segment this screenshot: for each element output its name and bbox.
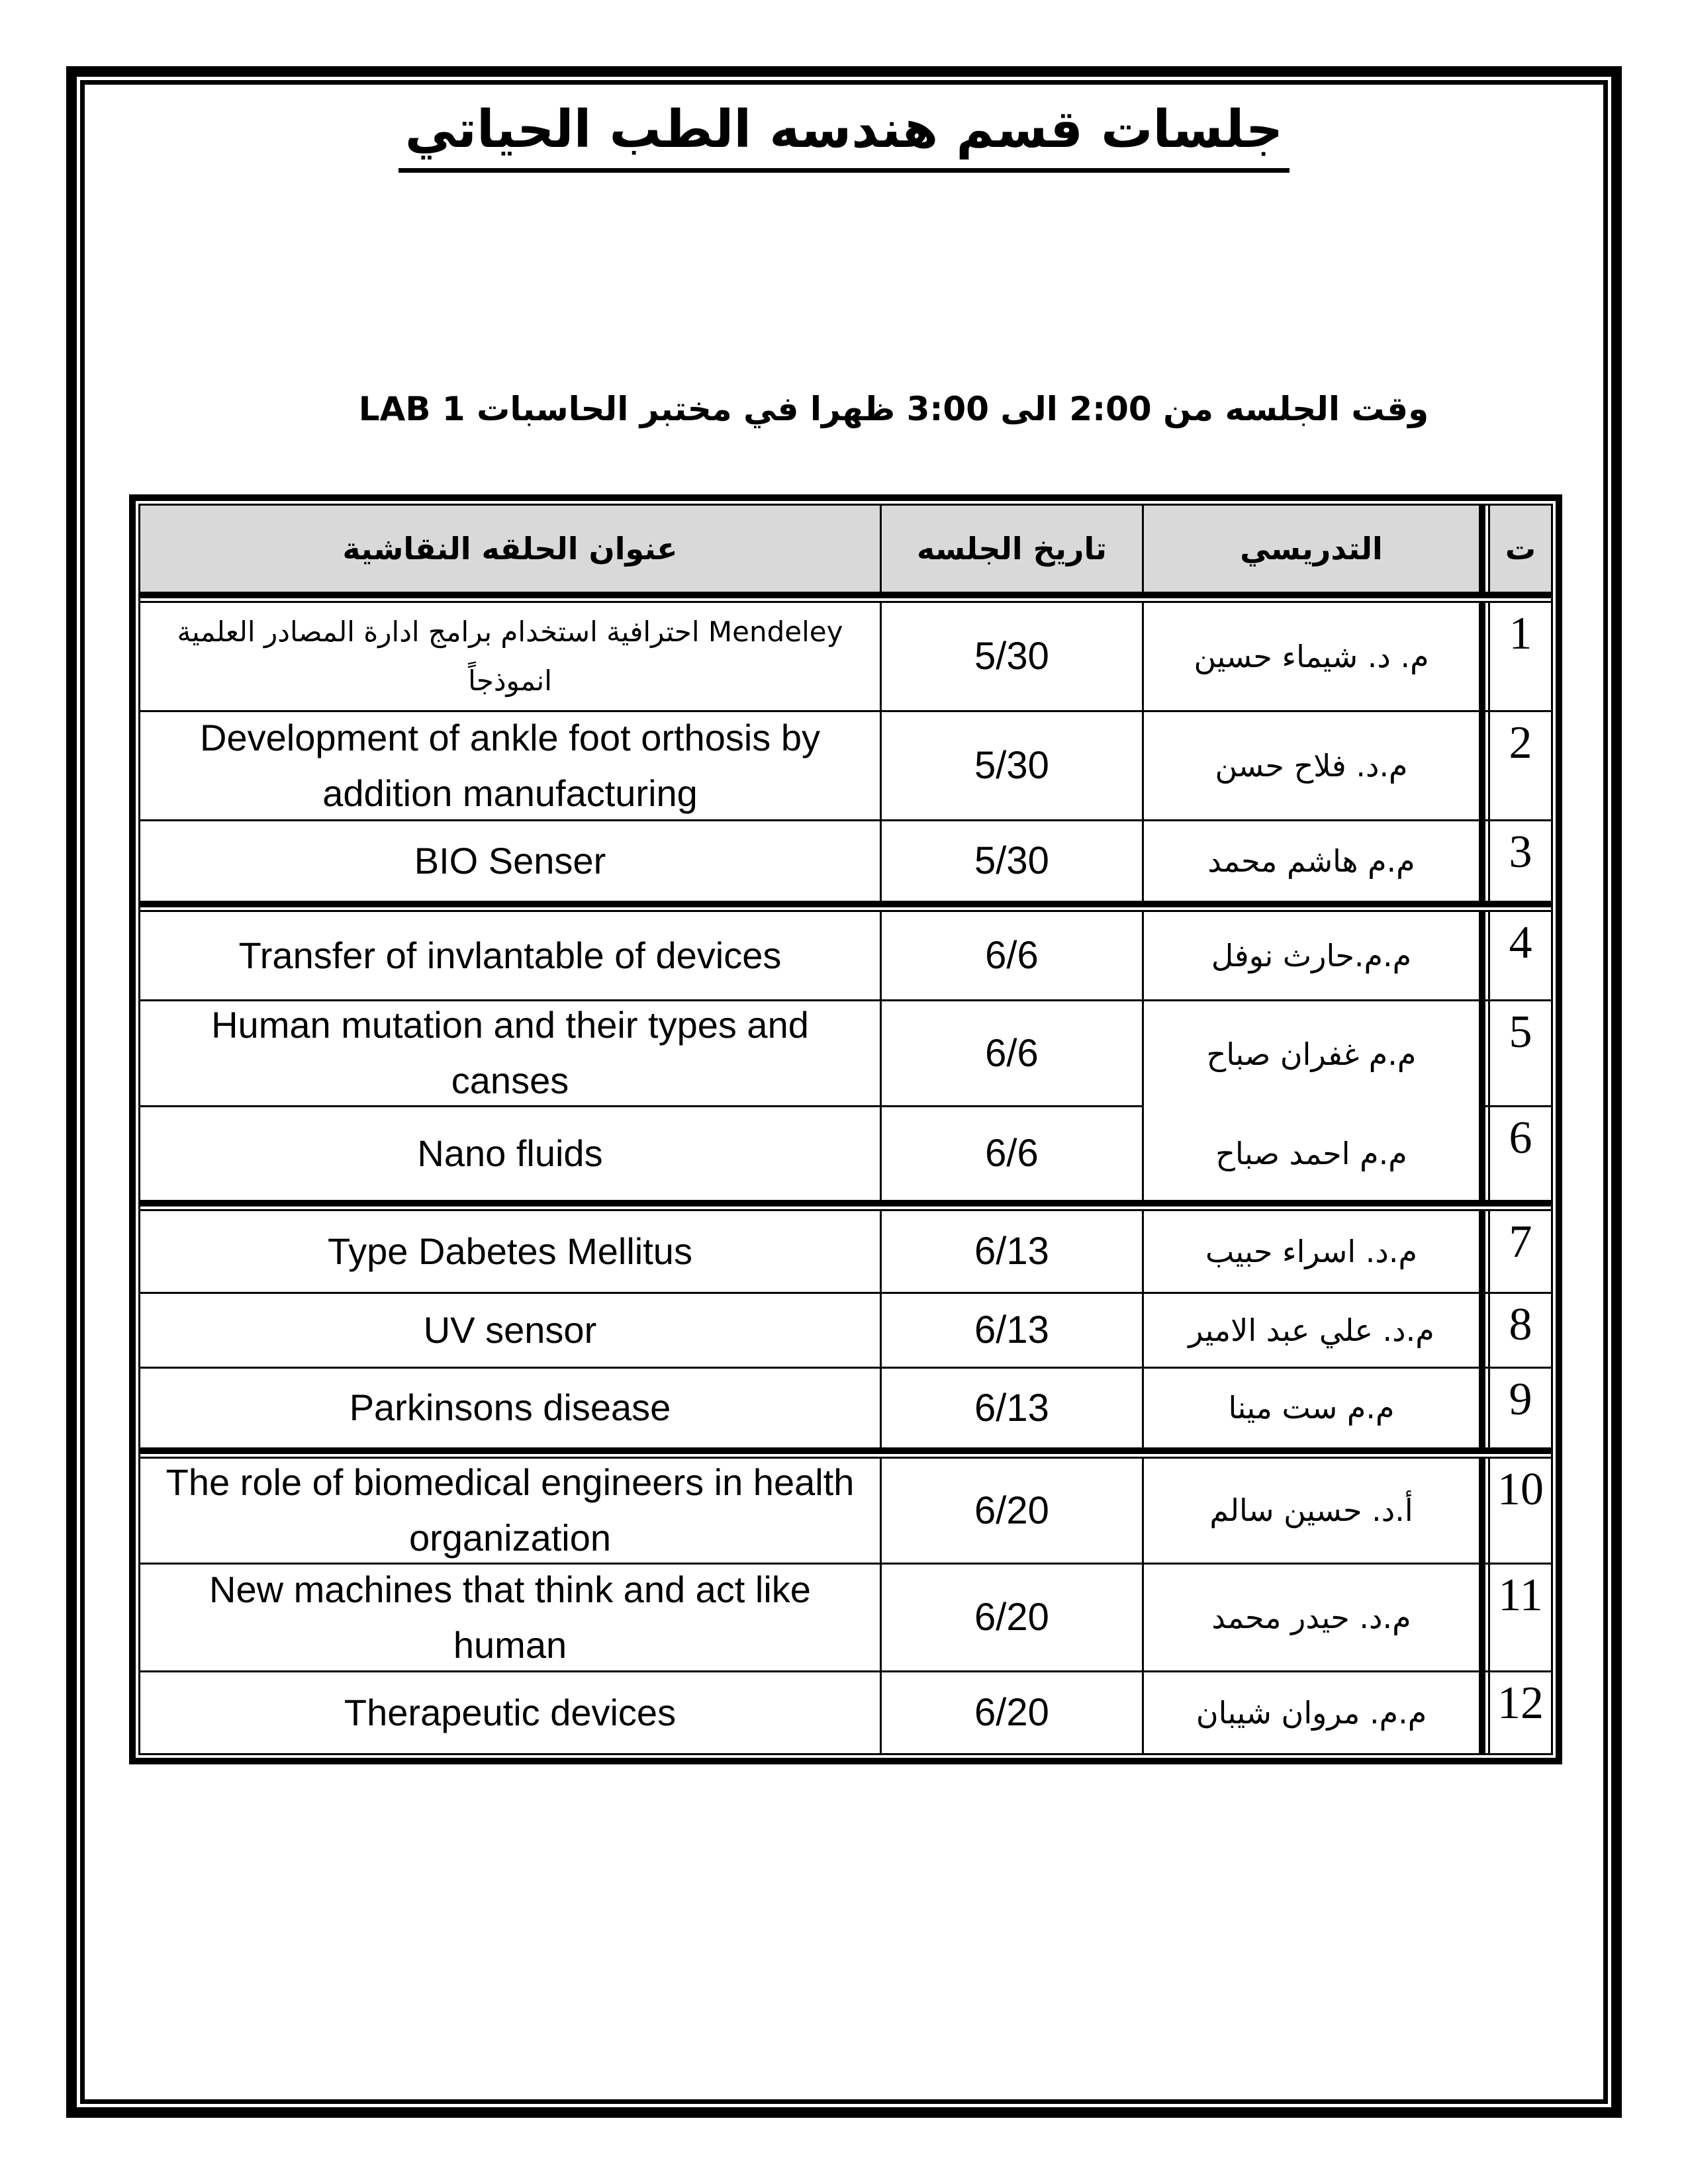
session-title-cell: Nano fluids	[140, 1107, 882, 1200]
instructor-cell: م.م ست مينا	[1228, 1390, 1395, 1426]
row-number-cell: 6	[1509, 1112, 1532, 1163]
session-title-cell: Therapeutic devices	[140, 1672, 882, 1753]
group-separator	[140, 1200, 1551, 1211]
session-title-cell: Parkinsons disease	[140, 1369, 882, 1447]
page-border-inner	[80, 80, 1608, 2104]
row-number-cell: 8	[1490, 1294, 1551, 1369]
header-cell-instructor: التدريسي	[1144, 506, 1479, 592]
session-title-cell: Transfer of invlantable of devices	[140, 912, 882, 1001]
session-time-note: وقت الجلسه من 2:00 الى 3:00 ظهرا في مختبر الحاسبات LAB 1	[358, 389, 1429, 428]
schedule-table	[129, 494, 1562, 1764]
session-date-cell: 6/20	[882, 1459, 1144, 1565]
session-date-cell: 6/13	[882, 1294, 1144, 1369]
row-number-cell: 7	[1490, 1211, 1551, 1294]
column-divider	[1479, 1459, 1490, 1565]
header-cell-title: عنوان الحلقه النقاشية	[140, 506, 882, 592]
session-title-cell: احترافية استخدام برامج ادارة المصادر العلمية Mendeley انموذجاً	[140, 603, 882, 712]
row-number-cell: 1	[1490, 603, 1551, 712]
instructor-cell: م.م هاشم محمد	[1207, 842, 1415, 879]
session-title-cell: New machines that think and act like human	[140, 1565, 882, 1672]
column-divider	[1479, 1672, 1490, 1753]
instructor-cell: م.م. مروان شيبان	[1196, 1694, 1427, 1731]
group-separator	[140, 1447, 1551, 1459]
row-number-cell: 3	[1509, 826, 1532, 878]
session-date-cell: 5/30	[882, 712, 1144, 821]
instructor-cell: م.د. حيدر محمد	[1144, 1565, 1479, 1672]
header-cell-no: ت	[1490, 506, 1551, 592]
row-number-cell: 9	[1509, 1373, 1532, 1425]
instructor-cell: م.د. فلاح حسن	[1144, 712, 1479, 821]
page-border	[66, 66, 1622, 2118]
session-date-cell: 5/30	[882, 821, 1144, 901]
session-date-cell: 6/13	[882, 1369, 1144, 1447]
session-date-cell: 6/20	[882, 1565, 1144, 1672]
row-number-cell: 10	[1490, 1459, 1551, 1565]
document-title: جلسات قسم هندسه الطب الحياتي	[399, 101, 1289, 173]
session-date-cell: 5/30	[882, 603, 1144, 712]
session-title-cell: Type Dabetes Mellitus	[140, 1211, 882, 1294]
column-divider	[1479, 1107, 1490, 1200]
header-cell-date: تاريخ الجلسه	[882, 506, 1144, 592]
column-divider	[1479, 1369, 1490, 1447]
instructor-cell: م.م غفران صباح	[1206, 1036, 1417, 1072]
instructor-cell: م. د. شيماء حسين	[1144, 603, 1479, 712]
row-number-cell: 2	[1490, 712, 1551, 821]
row-number-cell: 11	[1490, 1565, 1551, 1672]
session-title-cell: UV sensor	[140, 1294, 882, 1369]
row-number-cell: 12	[1497, 1677, 1544, 1729]
session-date-cell: 6/6	[882, 1107, 1144, 1200]
column-divider	[1479, 1001, 1490, 1107]
row-number-cell: 4	[1490, 912, 1551, 1001]
column-divider	[1479, 603, 1490, 712]
session-title-cell: The role of biomedical engineers in health organization	[140, 1459, 882, 1565]
instructor-cell: م.م احمد صباح	[1215, 1135, 1407, 1171]
group-separator	[140, 592, 1551, 603]
session-date-cell: 6/6	[882, 912, 1144, 1001]
session-date-cell: 6/6	[882, 1001, 1144, 1107]
column-divider	[1479, 912, 1490, 1001]
row-number-cell: 5	[1490, 1001, 1551, 1107]
schedule-table-grid	[138, 504, 1553, 1755]
document-header	[85, 101, 1603, 173]
session-date-cell: 6/13	[882, 1211, 1144, 1294]
session-date-cell: 6/20	[882, 1672, 1144, 1753]
column-divider	[1479, 506, 1490, 592]
column-divider	[1479, 1565, 1490, 1672]
column-divider	[1479, 712, 1490, 821]
session-title-cell: Development of ankle foot orthosis by addition manufacturing	[140, 712, 882, 821]
column-divider	[1479, 1294, 1490, 1369]
column-divider	[1479, 1211, 1490, 1294]
instructor-cell: م.د. اسراء حبيب	[1144, 1211, 1479, 1294]
instructor-cell: أ.د. حسين سالم	[1144, 1459, 1479, 1565]
instructor-cell: م.د. علي عبد الامير	[1144, 1294, 1479, 1369]
group-separator	[140, 901, 1551, 912]
instructor-cell: م.م.حارث نوفل	[1144, 912, 1479, 1001]
column-divider	[1479, 821, 1490, 901]
session-title-cell: Human mutation and their types and canses	[140, 1001, 882, 1107]
session-title-cell: BIO Senser	[140, 821, 882, 901]
